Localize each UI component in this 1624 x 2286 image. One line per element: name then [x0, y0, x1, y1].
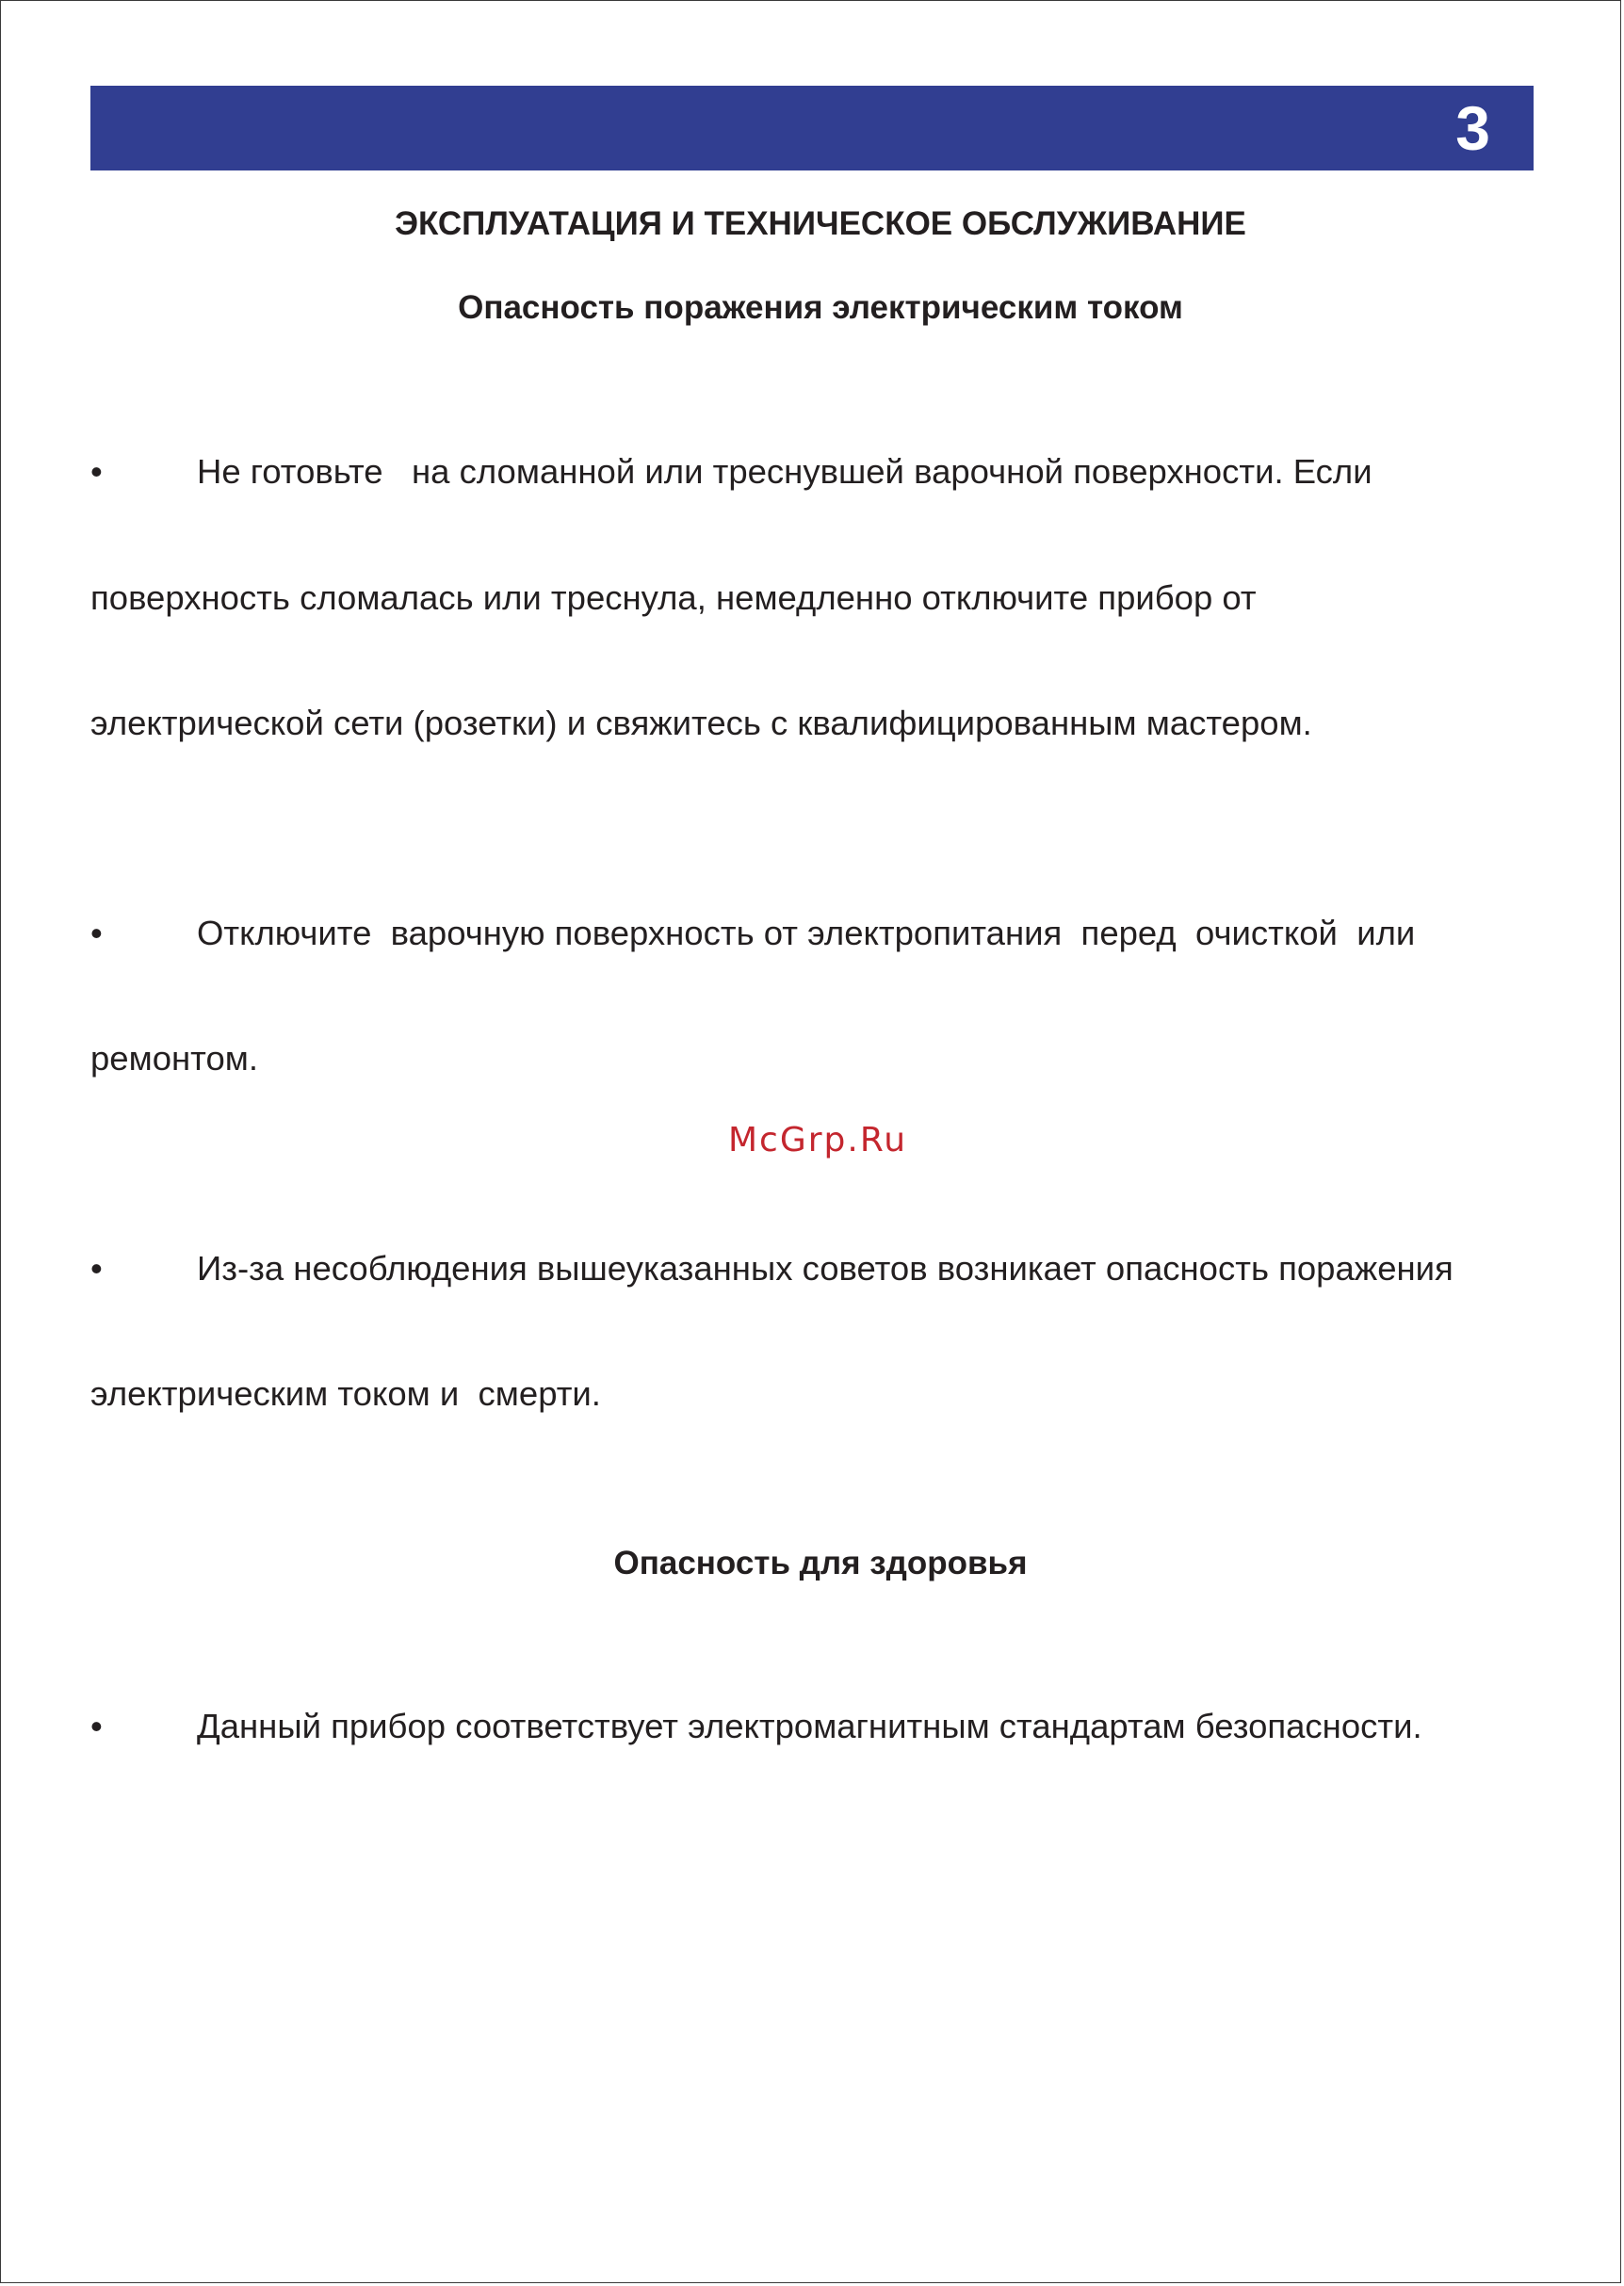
document-content	[90, 202, 1541, 1831]
list-item-text: Из-за несоблюдения вышеуказанных советов возникает опасность поражения	[197, 1248, 1453, 1288]
header-bar	[90, 86, 1534, 170]
list-item	[90, 829, 1541, 1164]
list-item-text: Отключите варочную поверхность от электропитания перед очисткой или	[197, 913, 1416, 952]
list-item-line: поверхность сломалась или треснула, немедленно отключите прибор от	[90, 577, 1257, 617]
list-item	[90, 1622, 1541, 1832]
list-item-line	[90, 1706, 1541, 1748]
page-number: 3	[1455, 93, 1490, 163]
bullet-icon: •	[90, 913, 103, 952]
list-item-line	[90, 913, 1541, 955]
list-item-text: Данный прибор соответствует электромагнитным стандартам безопасности.	[197, 1706, 1422, 1745]
electric-shock-list	[90, 367, 1541, 1500]
bullet-icon: •	[90, 1706, 103, 1745]
bullet-icon: •	[90, 1248, 103, 1288]
list-item	[90, 367, 1541, 829]
main-title: ЭКСПЛУАТАЦИЯ И ТЕХНИЧЕСКОЕ ОБСЛУЖИВАНИЕ	[395, 205, 1246, 242]
list-item-line: ремонтом.	[90, 1039, 258, 1078]
section-title-electric-shock: Опасность поражения электрическим током	[458, 289, 1183, 326]
list-item-line: электрической сети (розетки) и свяжитесь с квалифицированным мастером.	[90, 704, 1312, 742]
watermark-link[interactable]: McGrp.Ru	[727, 1121, 908, 1159]
list-item	[90, 1164, 1541, 1500]
list-item-line: электрическим током и смерти.	[90, 1374, 601, 1413]
bullet-icon: •	[90, 452, 103, 491]
health-list	[90, 1622, 1541, 1832]
section-title-health: Опасность для здоровья	[613, 1544, 1028, 1581]
list-item-line	[90, 1248, 1541, 1290]
list-item-text: Не готовьте на сломанной или треснувшей варочной поверхности. Если	[197, 452, 1372, 491]
list-item-line	[90, 451, 1541, 494]
